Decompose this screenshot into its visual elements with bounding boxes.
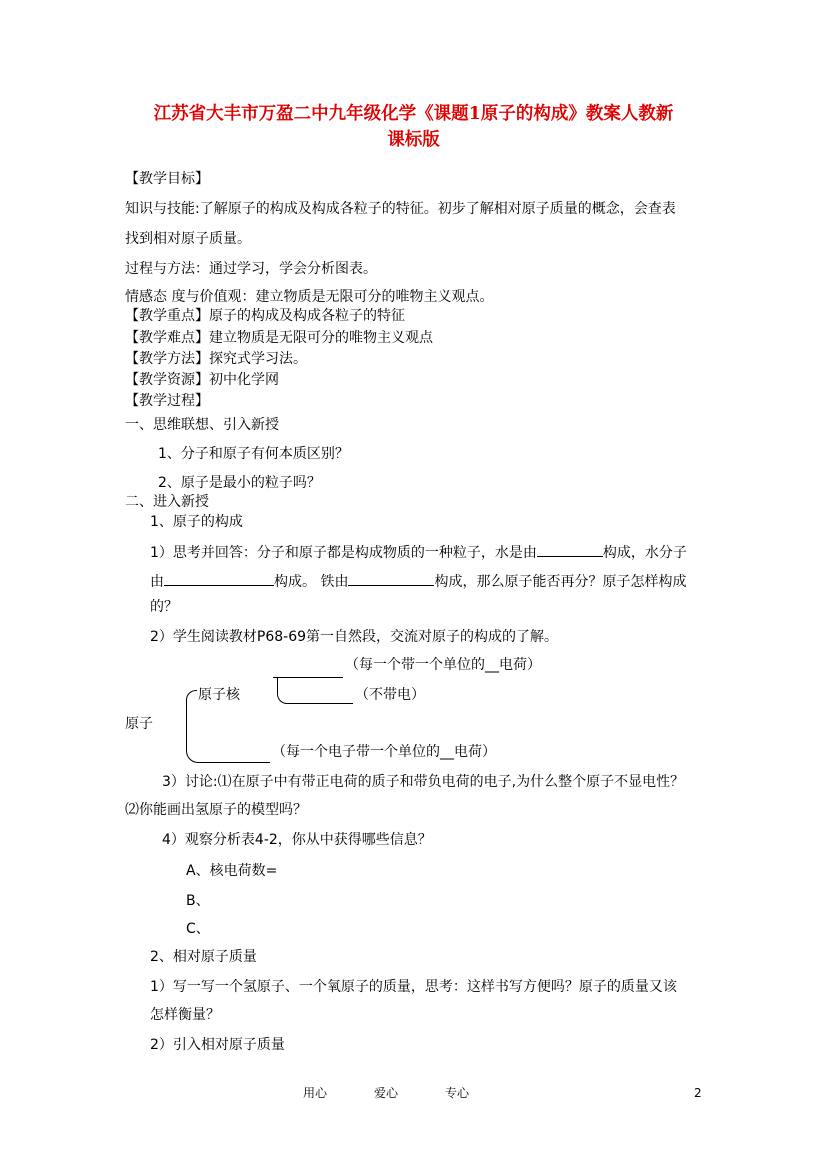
page-number: 2	[694, 1086, 702, 1100]
process-skill: 过程与方法：通过学习，学会分析图表。	[125, 261, 377, 277]
teaching-method: 【教学方法】探究式学习法。	[125, 351, 307, 367]
proton-note: （每一个带一个单位的__电荷）	[345, 657, 541, 673]
think-text-b: 构成，水分子	[602, 545, 687, 561]
knowledge-line2: 找到相对原子质量。	[125, 231, 251, 247]
doc-title-line1: 江苏省大丰市万盈二中九年级化学《课题1原子的构成》教案人教新	[153, 104, 674, 124]
write-line1: 1）写一写一个氢原子、一个氧原子的质量，思考：这样书写方便吗？原子的质量又该	[150, 979, 677, 995]
answer-blank	[348, 572, 434, 586]
emotion-values: 情感态 度与价值观：建立物质是无限可分的唯物主义观点。	[125, 289, 494, 305]
neutron-note: （不带电）	[355, 687, 425, 703]
knowledge-line1: 知识与技能:了解原子的构成及构成各粒子的特征。初步了解相对原子质量的概念，会查表	[125, 201, 676, 217]
think-line2	[150, 572, 686, 589]
answer-blank	[164, 572, 274, 586]
observation-c: C、	[186, 921, 210, 937]
sub2-heading: 2、相对原子质量	[150, 949, 257, 965]
question-2: 2、原子是最小的粒子吗？	[158, 475, 321, 491]
footer-word-1: 用心	[303, 1086, 328, 1100]
write-line2: 怎样衡量？	[150, 1007, 220, 1023]
nucleus-brace	[277, 677, 288, 704]
part1-heading: 一、思维联想、引入新授	[125, 417, 279, 433]
think-line1	[150, 543, 687, 560]
observe-task: 4）观察分析表4-2，你从中获得哪些信息？	[162, 832, 432, 848]
atom-label: 原子	[125, 716, 153, 732]
process-heading: 【教学过程】	[125, 393, 209, 409]
observation-a: A、核电荷数=	[186, 863, 278, 879]
atom-brace-top	[186, 690, 197, 721]
footer-word-3: 专心	[445, 1086, 470, 1100]
think-text-d: 构成。 铁由	[274, 574, 349, 590]
think-line3: 的？	[150, 599, 178, 615]
discussion-line2: ⑵你能画出氢原子的模型吗？	[125, 802, 307, 818]
atom-brace-bottom	[186, 720, 199, 763]
reading-task: 2）学生阅读教材P68-69第一自然段，交流对原子的构成的了解。	[150, 629, 559, 645]
nucleus-label: 原子核	[198, 687, 240, 703]
question-1: 1、分子和原子有何本质区别？	[158, 446, 349, 462]
difficulties: 【教学难点】建立物质是无限可分的唯物主义观点	[125, 330, 433, 346]
footer-word-2: 爱心	[374, 1086, 399, 1100]
sub1-heading: 1、原子的构成	[150, 514, 243, 530]
think-text-c: 由	[150, 574, 164, 590]
think-text-e: 构成，那么原子能否再分？原子怎样构成	[434, 574, 687, 590]
neutron-blank	[285, 703, 353, 704]
doc-title-line2: 课标版	[387, 130, 440, 150]
answer-blank	[537, 543, 603, 557]
think-text-a: 1）思考并回答：分子和原子都是构成物质的一种粒子，水是由	[150, 545, 537, 561]
key-points: 【教学重点】原子的构成及构成各粒子的特征	[125, 308, 405, 324]
teaching-resources: 【教学资源】初中化学网	[125, 372, 279, 388]
electron-note: （每一个电子带一个单位的__电荷）	[272, 744, 496, 760]
goals-heading: 【教学目标】	[125, 171, 209, 187]
discussion-line1: 3）讨论:⑴在原子中有带正电荷的质子和带负电荷的电子,为什么整个原子不显电性？	[162, 774, 685, 790]
observation-b: B、	[186, 893, 210, 909]
intro-relative-mass: 2）引入相对原子质量	[150, 1037, 285, 1053]
part2-heading: 二、进入新授	[125, 494, 209, 510]
electron-blank	[198, 762, 270, 763]
